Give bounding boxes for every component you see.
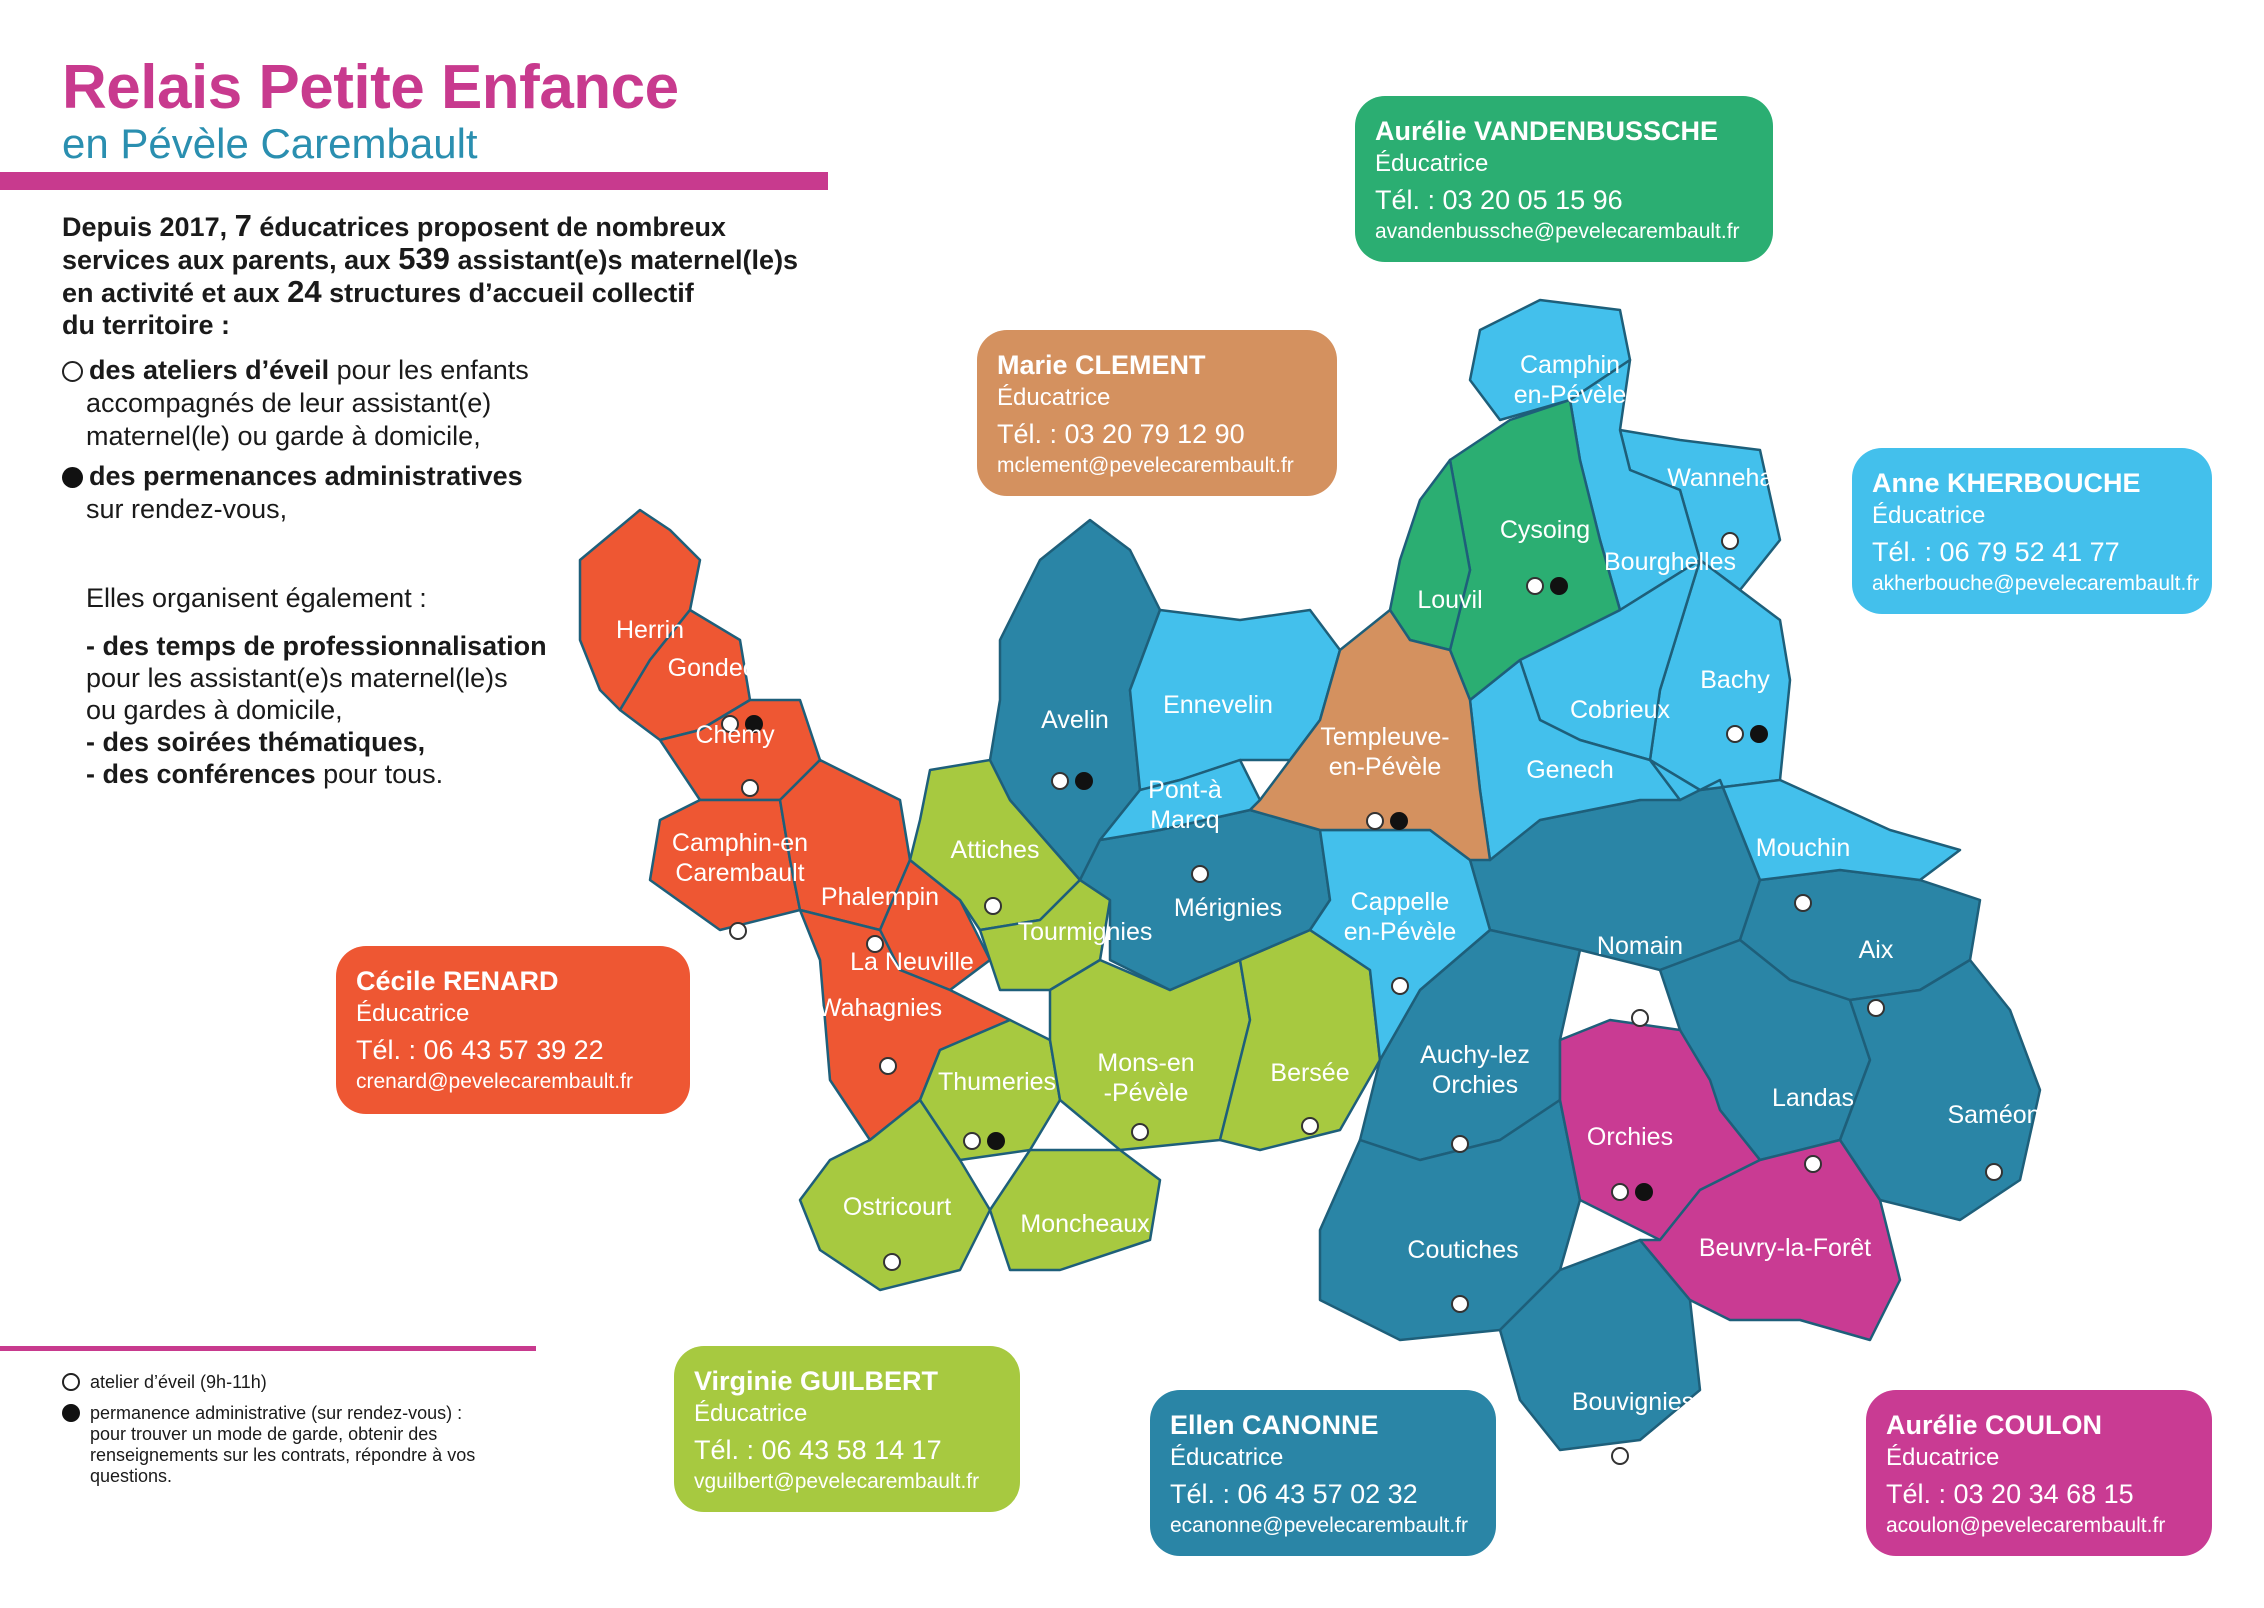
contact-name: Anne KHERBOUCHE — [1872, 468, 2141, 498]
commune-label-13: Phalempin — [820, 883, 940, 911]
commune-label-1: Wannehain — [1667, 464, 1793, 492]
intro-text: Depuis 2017, 7 éducatrices proposent de nombreux services aux parents, aux 539 assistant(e)s maternel(le)s en activité et aux 24 structures d’accueil collectif du territoire : — [62, 208, 799, 340]
contact-name: Ellen CANONNE — [1170, 1410, 1379, 1440]
region-sameon — [1840, 960, 2040, 1220]
atelier-marker-icon — [984, 897, 1002, 915]
commune-label-2: Cysoing — [1499, 516, 1591, 544]
commune-label-34: Moncheaux — [1020, 1210, 1150, 1238]
contact-name: Aurélie VANDENBUSSCHE — [1375, 116, 1719, 146]
commune-label-5: Bachy — [1700, 666, 1770, 694]
permanence-marker-icon — [1075, 772, 1093, 790]
commune-label-22: Mérignies — [1173, 894, 1283, 922]
contact-role: Éducatrice — [356, 1000, 470, 1027]
commune-label-7: Genech — [1526, 756, 1614, 784]
contact-card-coulon — [1866, 1390, 2212, 1556]
atelier-marker-icon — [741, 779, 759, 797]
permanence-marker-icon — [1390, 812, 1408, 830]
contact-phone[interactable]: Tél. : 06 43 57 02 32 — [1170, 1479, 1418, 1509]
atelier-marker-icon — [729, 922, 747, 940]
commune-label-19: Pont-à Marcq — [1148, 776, 1222, 834]
contact-card-guilbert — [674, 1346, 1020, 1512]
contact-email[interactable]: acoulon@pevelecarembault.fr — [1886, 1514, 2166, 1537]
contact-card-clement — [977, 330, 1337, 496]
commune-label-12: Camphin-en Carembault — [671, 829, 809, 887]
commune-label-29: Auchy-lez Orchies — [1420, 1041, 1530, 1099]
commune-label-3: Bourghelles — [1603, 548, 1737, 576]
atelier-marker-icon — [1366, 812, 1384, 830]
contact-phone[interactable]: Tél. : 06 43 58 14 17 — [694, 1435, 942, 1465]
page-subtitle: en Pévèle Carembault — [62, 120, 478, 167]
permanence-legend-icon — [62, 1404, 80, 1422]
permanence-marker-icon — [1635, 1183, 1653, 1201]
contact-phone[interactable]: Tél. : 03 20 34 68 15 — [1886, 1479, 2134, 1509]
atelier-marker-icon — [1391, 977, 1409, 995]
contact-name: Cécile RENARD — [356, 966, 559, 996]
atelier-marker-icon — [1985, 1163, 2003, 1181]
commune-label-33: Ostricourt — [842, 1193, 952, 1221]
contact-email[interactable]: ecanonne@pevelecarembault.fr — [1170, 1514, 1468, 1537]
bullet-ateliers: des ateliers d’éveil pour les enfants accompagnés de leur assistant(e) maternel(le) ou garde à domicile, — [62, 354, 529, 453]
commune-label-24: Nomain — [1596, 932, 1684, 960]
commune-label-20: Attiches — [950, 836, 1040, 864]
contact-email[interactable]: vguilbert@pevelecarembault.fr — [694, 1470, 980, 1493]
atelier-marker-icon — [1451, 1295, 1469, 1313]
contact-name: Virginie GUILBERT — [694, 1366, 939, 1396]
contact-name: Aurélie COULON — [1886, 1410, 2103, 1440]
atelier-marker-icon — [1867, 999, 1885, 1017]
contact-role: Éducatrice — [694, 1400, 808, 1427]
commune-label-28: Bersée — [1270, 1059, 1350, 1087]
commune-label-21: Tourmignies — [1017, 918, 1153, 946]
contact-card-kherbouche — [1852, 448, 2212, 614]
contact-email[interactable]: crenard@pevelecarembault.fr — [356, 1070, 633, 1093]
region-bersee — [1220, 930, 1380, 1150]
commune-label-11: Chemy — [695, 721, 775, 749]
contact-card-canonne — [1150, 1390, 1496, 1556]
commune-label-15: Wahagnies — [817, 994, 943, 1022]
atelier-marker-icon — [1804, 1155, 1822, 1173]
commune-label-16: Avelin — [1041, 706, 1109, 734]
atelier-marker-icon — [883, 1253, 901, 1271]
map-legend — [62, 1372, 475, 1497]
atelier-marker-icon — [879, 1057, 897, 1075]
atelier-legend-icon — [62, 1373, 80, 1391]
atelier-marker-icon — [1726, 725, 1744, 743]
commune-label-14: La Neuville — [850, 948, 974, 976]
contact-phone[interactable]: Tél. : 03 20 79 12 90 — [997, 419, 1245, 449]
permanence-marker-icon — [1750, 725, 1768, 743]
atelier-marker-icon — [1191, 865, 1209, 883]
atelier-marker-icon — [1051, 772, 1069, 790]
commune-label-6: Cobrieux — [1569, 696, 1671, 724]
permanence-marker-icon — [1550, 577, 1568, 595]
commune-label-27: Mons-en -Pévèle — [1097, 1049, 1195, 1107]
commune-label-10: Gondecourt — [667, 654, 799, 682]
atelier-marker-icon — [1631, 1009, 1649, 1027]
bullet-permanences: des permenances administratives sur rendez-vous, — [62, 460, 523, 526]
atelier-marker-icon — [963, 1132, 981, 1150]
commune-label-23: Cappelle en-Pévèle — [1343, 888, 1457, 946]
atelier-marker-icon — [1794, 894, 1812, 912]
contact-role: Éducatrice — [1375, 150, 1489, 177]
contact-role: Éducatrice — [997, 384, 1111, 411]
contact-role: Éducatrice — [1886, 1444, 2000, 1471]
atelier-marker-icon — [1526, 577, 1544, 595]
contact-phone[interactable]: Tél. : 06 79 52 41 77 — [1872, 537, 2120, 567]
commune-label-31: Saméon — [1947, 1101, 2041, 1129]
contact-name: Marie CLEMENT — [997, 350, 1206, 380]
page-title: Relais Petite Enfance — [62, 53, 679, 122]
atelier-marker-icon — [1611, 1183, 1629, 1201]
commune-label-30: Landas — [1771, 1084, 1855, 1112]
commune-label-0: Camphin en-Pévèle — [1513, 351, 1627, 409]
activities-list: - des temps de professionnalisation pour les assistant(e)s maternel(le)s ou gardes à domicile, - des soirées thématiques, - des conférences pour tous. — [86, 631, 547, 789]
contact-card-vandenbussche — [1355, 96, 1773, 262]
commune-label-25: Aix — [1858, 936, 1894, 964]
atelier-marker-icon — [1301, 1117, 1319, 1135]
commune-label-35: Coutiches — [1407, 1236, 1519, 1264]
atelier-marker-icon — [1131, 1123, 1149, 1141]
commune-label-36: Beuvry-la-Forêt — [1698, 1234, 1872, 1262]
contact-email[interactable]: avandenbussche@pevelecarembault.fr — [1375, 220, 1740, 243]
commune-label-8: Mouchin — [1755, 834, 1851, 862]
commune-label-9: Herrin — [615, 616, 685, 644]
legend-divider — [0, 1346, 536, 1351]
contact-phone[interactable]: Tél. : 06 43 57 39 22 — [356, 1035, 604, 1065]
also-text: Elles organisent également : — [86, 583, 427, 613]
legend-permanence-label: permanence administrative (sur rendez-vous) : pour trouver un mode de garde, obtenir des renseignements sur les contrats, répondre à vos questions. — [90, 1403, 476, 1486]
contact-role: Éducatrice — [1872, 502, 1986, 529]
atelier-marker-icon — [1611, 1447, 1629, 1465]
commune-label-37: Bouvignies — [1571, 1388, 1695, 1416]
contact-role: Éducatrice — [1170, 1444, 1284, 1471]
permanence-marker-icon — [987, 1132, 1005, 1150]
commune-label-18: Templeuve- en-Pévèle — [1320, 723, 1450, 781]
commune-label-26: Thumeries — [937, 1068, 1057, 1096]
contact-email[interactable]: mclement@pevelecarembault.fr — [997, 454, 1294, 477]
commune-label-32: Orchies — [1586, 1123, 1674, 1151]
contact-email[interactable]: akherbouche@pevelecarembault.fr — [1872, 572, 2200, 595]
atelier-marker-icon — [1451, 1135, 1469, 1153]
contact-phone[interactable]: Tél. : 03 20 05 15 96 — [1375, 185, 1623, 215]
commune-label-17: Ennevelin — [1163, 691, 1273, 719]
legend-atelier-label: atelier d’éveil (9h-11h) — [90, 1372, 267, 1392]
commune-label-4: Louvil — [1417, 586, 1483, 614]
contact-card-renard — [336, 946, 690, 1114]
